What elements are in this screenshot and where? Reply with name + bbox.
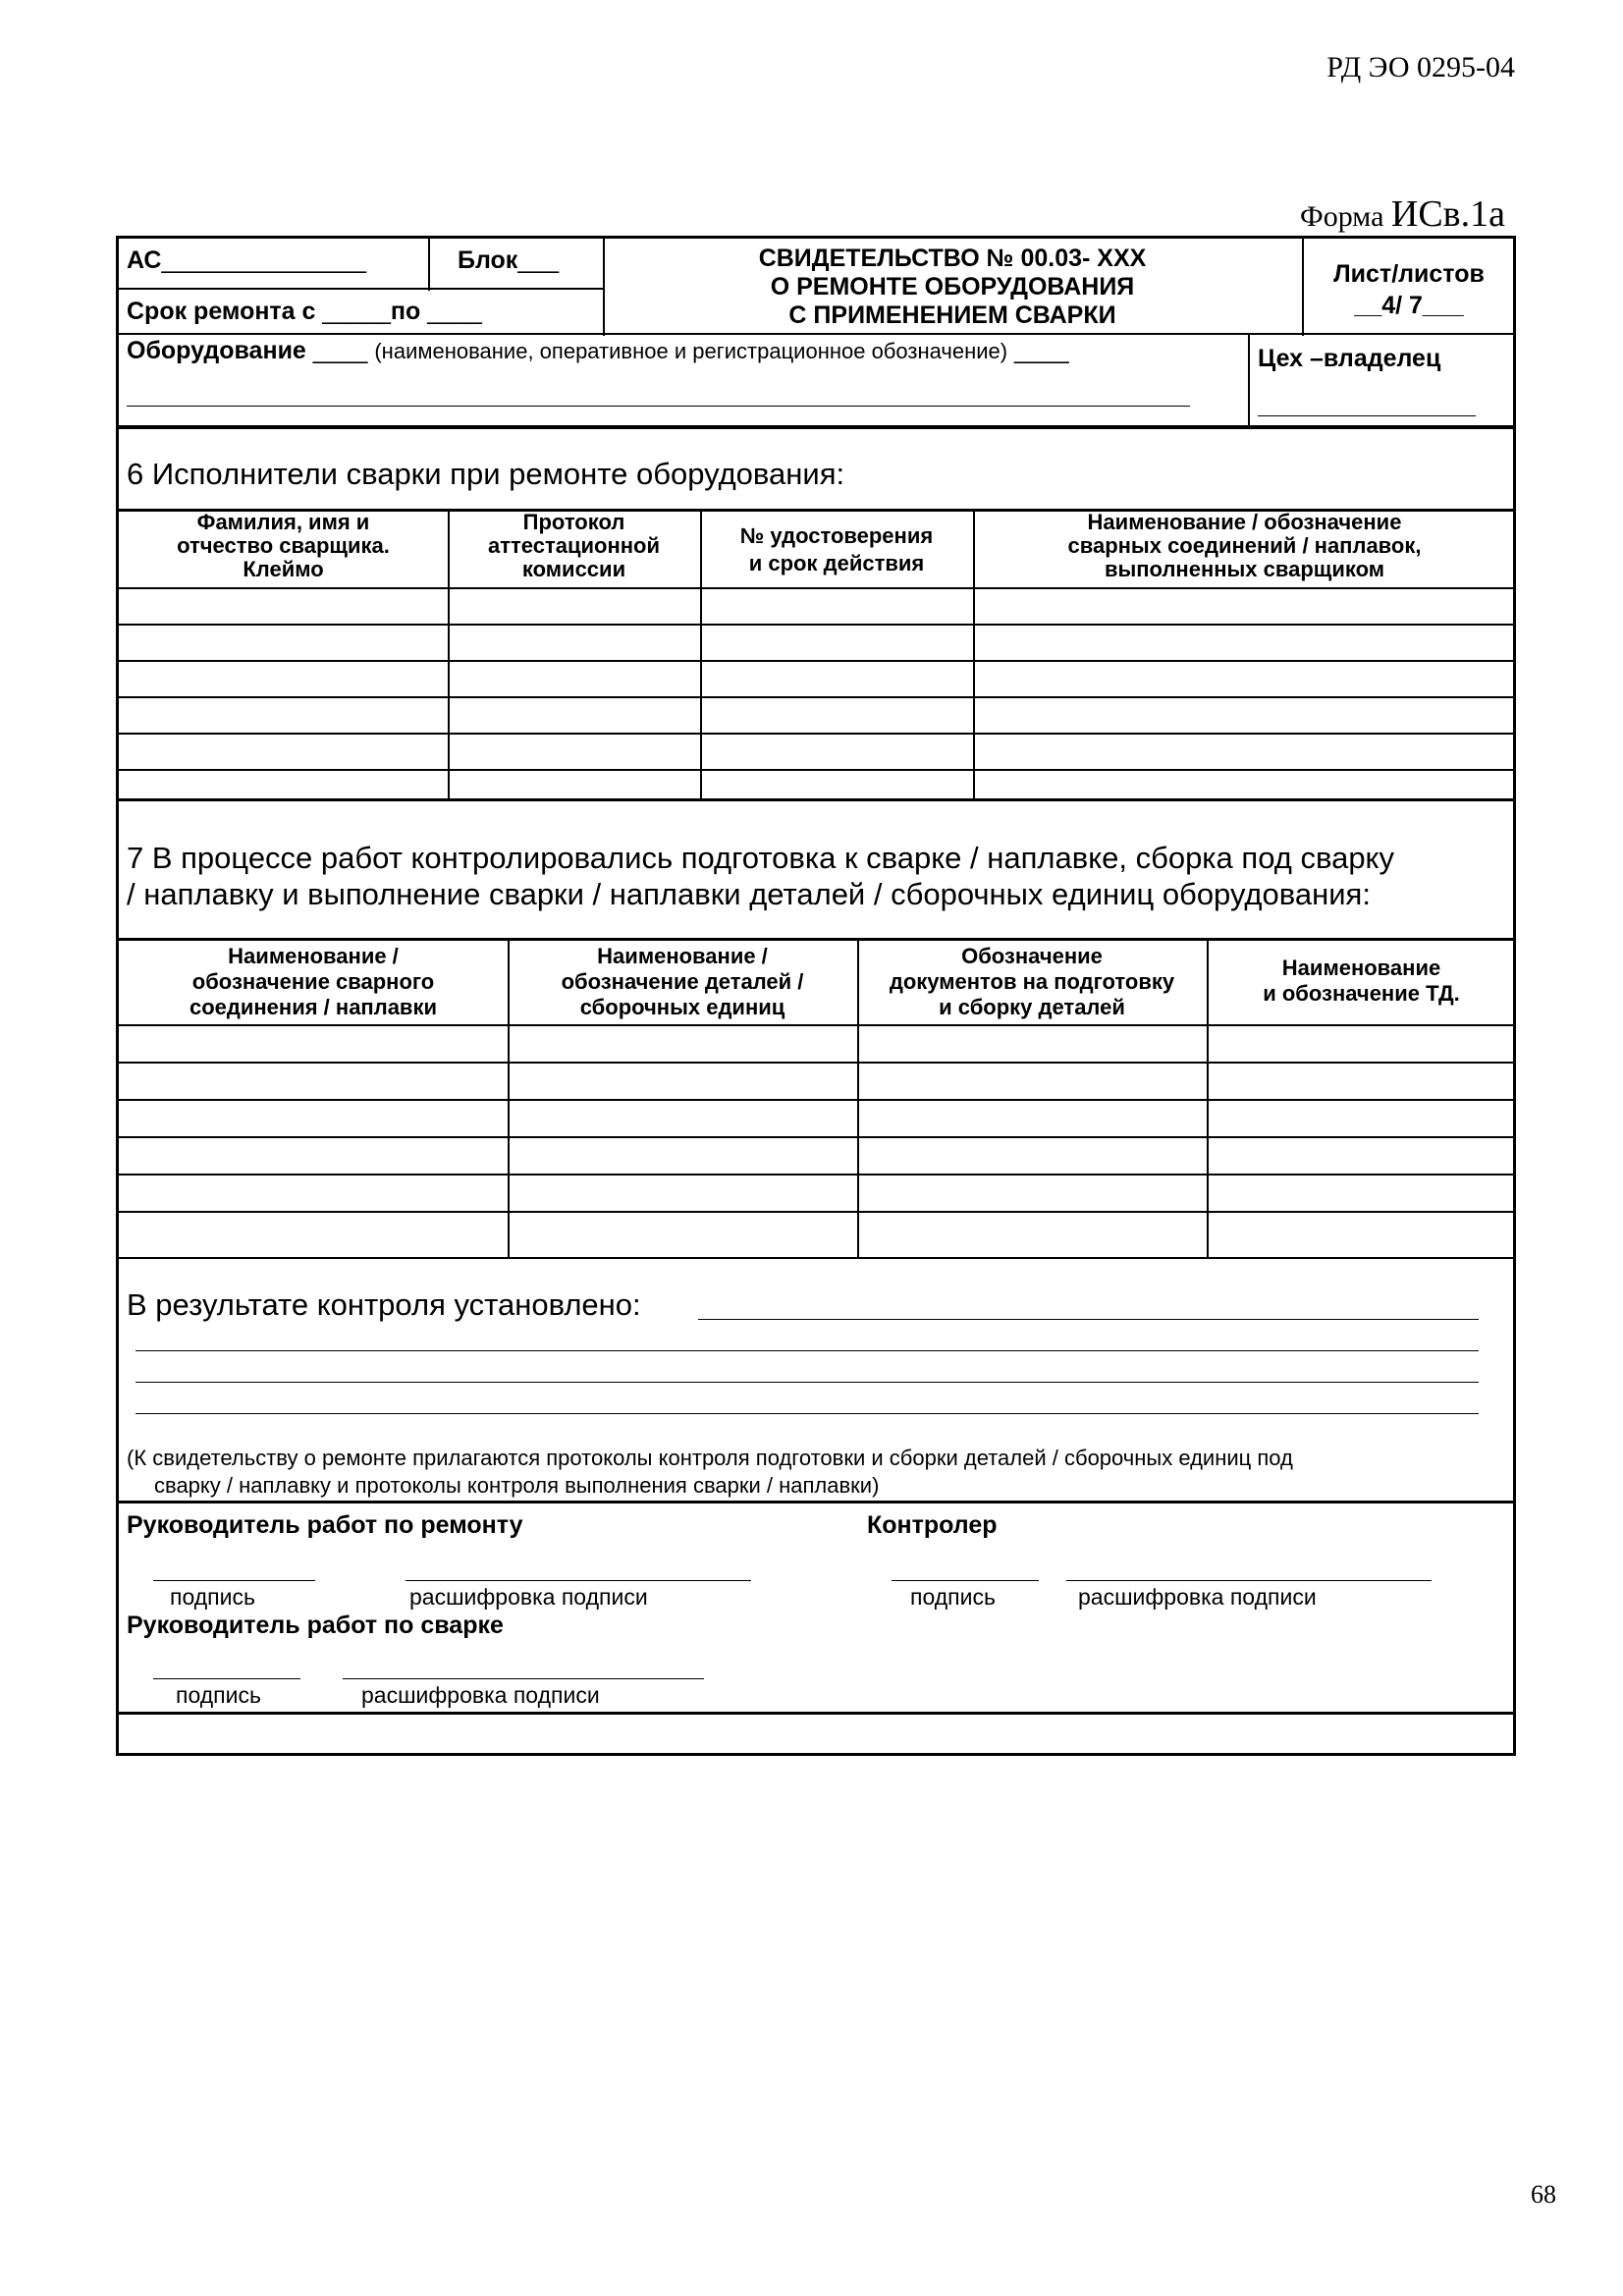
signature-caption: подпись bbox=[176, 1682, 261, 1708]
decode-line[interactable] bbox=[406, 1580, 751, 1581]
title-line: СВИДЕТЕЛЬСТВО № 00.03- ХХХ bbox=[758, 245, 1147, 272]
table-row[interactable] bbox=[119, 1024, 1513, 1064]
table-row[interactable] bbox=[119, 624, 1513, 662]
equipment-label: Оборудование bbox=[127, 337, 306, 364]
divider bbox=[119, 1712, 1513, 1715]
column-header: Наименование / обозначение сварного соединения / наплавки bbox=[189, 944, 437, 1019]
repair-from-blank: _____ bbox=[322, 298, 391, 325]
column-header: Наименование и обозначение ТД. bbox=[1263, 956, 1460, 1006]
attachment-note: (К свидетельству о ремонте прилагаются протоколы контроля подготовки и сборки деталей / сборочных единиц под сварку / наплавку и протоколы контроля выполнения сварки / наплавки) bbox=[127, 1446, 1293, 1498]
repair-lead-label: Руководитель работ по ремонту bbox=[127, 1511, 523, 1539]
as-field[interactable] bbox=[127, 246, 366, 275]
sheet-value[interactable]: __4/ 7___ bbox=[1354, 292, 1464, 319]
table-row[interactable] bbox=[119, 733, 1513, 771]
as-blank: _______________ bbox=[161, 246, 367, 274]
divider bbox=[119, 425, 1513, 429]
certificate-form bbox=[116, 236, 1516, 1756]
table-row[interactable] bbox=[119, 587, 1513, 626]
result-line[interactable] bbox=[135, 1382, 1479, 1383]
table-row[interactable] bbox=[119, 1211, 1513, 1259]
table-row[interactable] bbox=[119, 1174, 1513, 1213]
column-header: Фамилия, имя и отчество сварщика. Клеймо bbox=[177, 510, 390, 581]
divider bbox=[119, 1501, 1513, 1503]
block-blank: ___ bbox=[517, 246, 560, 274]
divider bbox=[428, 239, 430, 291]
performers-table bbox=[119, 509, 1513, 798]
control-table bbox=[119, 938, 1513, 1257]
repair-period-field[interactable] bbox=[127, 298, 482, 326]
block-label: Блок bbox=[458, 246, 518, 274]
table-row[interactable] bbox=[119, 1062, 1513, 1101]
form-code: ИСв.1а bbox=[1390, 193, 1505, 235]
equipment-blank: ____ bbox=[1007, 337, 1069, 364]
table-row[interactable] bbox=[119, 660, 1513, 698]
column-header: № удостоверения и срок действия bbox=[739, 523, 934, 575]
title-line: О РЕМОНТЕ ОБОРУДОВАНИЯ bbox=[770, 273, 1135, 301]
signature-line[interactable] bbox=[153, 1580, 315, 1581]
repair-to-label: по bbox=[390, 298, 421, 325]
result-line[interactable] bbox=[698, 1319, 1479, 1320]
table-row[interactable] bbox=[119, 696, 1513, 735]
divider bbox=[119, 333, 1513, 335]
divider bbox=[119, 1257, 1513, 1259]
equipment-blank: ____ bbox=[305, 337, 375, 364]
decode-line[interactable] bbox=[343, 1678, 704, 1679]
column-header: Протокол аттестационной комиссии bbox=[487, 510, 660, 581]
as-label: АС bbox=[127, 246, 162, 274]
decode-caption: расшифровка подписи bbox=[409, 1584, 648, 1610]
column-header: Наименование / обозначение сварных соединений / наплавок, выполненных сварщиком bbox=[1067, 510, 1422, 581]
result-label: В результате контроля установлено: bbox=[127, 1287, 641, 1322]
decode-caption: расшифровка подписи bbox=[1078, 1584, 1317, 1610]
divider bbox=[1248, 334, 1250, 425]
signature-caption: подпись bbox=[170, 1584, 255, 1610]
welding-lead-label: Руководитель работ по сварке bbox=[127, 1612, 504, 1639]
signature-line[interactable] bbox=[892, 1580, 1039, 1581]
equipment-line[interactable] bbox=[127, 406, 1190, 407]
result-line[interactable] bbox=[135, 1350, 1479, 1351]
controller-label: Контролер bbox=[867, 1511, 998, 1539]
decode-line[interactable] bbox=[1066, 1580, 1432, 1581]
owner-label: Цех –владелец bbox=[1258, 345, 1441, 372]
sheet-label: Лист/листов bbox=[1333, 260, 1485, 288]
table-row[interactable] bbox=[119, 769, 1513, 800]
sheet-count bbox=[1302, 258, 1516, 321]
certificate-title bbox=[603, 245, 1302, 330]
signature-line[interactable] bbox=[153, 1678, 300, 1679]
form-id bbox=[1300, 192, 1505, 236]
divider bbox=[119, 798, 1513, 801]
column-header: Обозначение документов на подготовку и сборку деталей bbox=[889, 944, 1175, 1019]
equipment-note: (наименование, оперативное и регистрационное обозначение) bbox=[374, 339, 1008, 363]
equipment-field[interactable] bbox=[127, 337, 1069, 365]
result-line[interactable] bbox=[135, 1413, 1479, 1414]
decode-caption: расшифровка подписи bbox=[361, 1682, 600, 1708]
section6-title: 6 Исполнители сварки при ремонте оборудования: bbox=[127, 457, 845, 491]
column-header: Наименование / обозначение деталей / сборочных единиц bbox=[561, 944, 804, 1019]
title-line: С ПРИМЕНЕНИЕМ СВАРКИ bbox=[788, 301, 1116, 329]
section7-title: 7 В процессе работ контролировались подготовка к сварке / наплавке, сборка под сварку / наплавку и выполнение сварки / наплавки деталей / сборочных единиц оборудования: bbox=[127, 841, 1394, 911]
document-code: РД ЭО 0295-04 bbox=[1326, 51, 1515, 83]
repair-to-blank: ____ bbox=[420, 298, 482, 325]
table-row[interactable] bbox=[119, 1136, 1513, 1175]
page-number: 68 bbox=[1531, 2180, 1556, 2209]
table-row[interactable] bbox=[119, 1099, 1513, 1138]
signature-caption: подпись bbox=[910, 1584, 996, 1610]
divider bbox=[119, 288, 603, 290]
repair-period-label: Срок ремонта с bbox=[127, 298, 323, 325]
owner-line[interactable] bbox=[1258, 415, 1476, 416]
form-prefix: Форма bbox=[1300, 200, 1391, 233]
block-field[interactable] bbox=[458, 246, 559, 275]
